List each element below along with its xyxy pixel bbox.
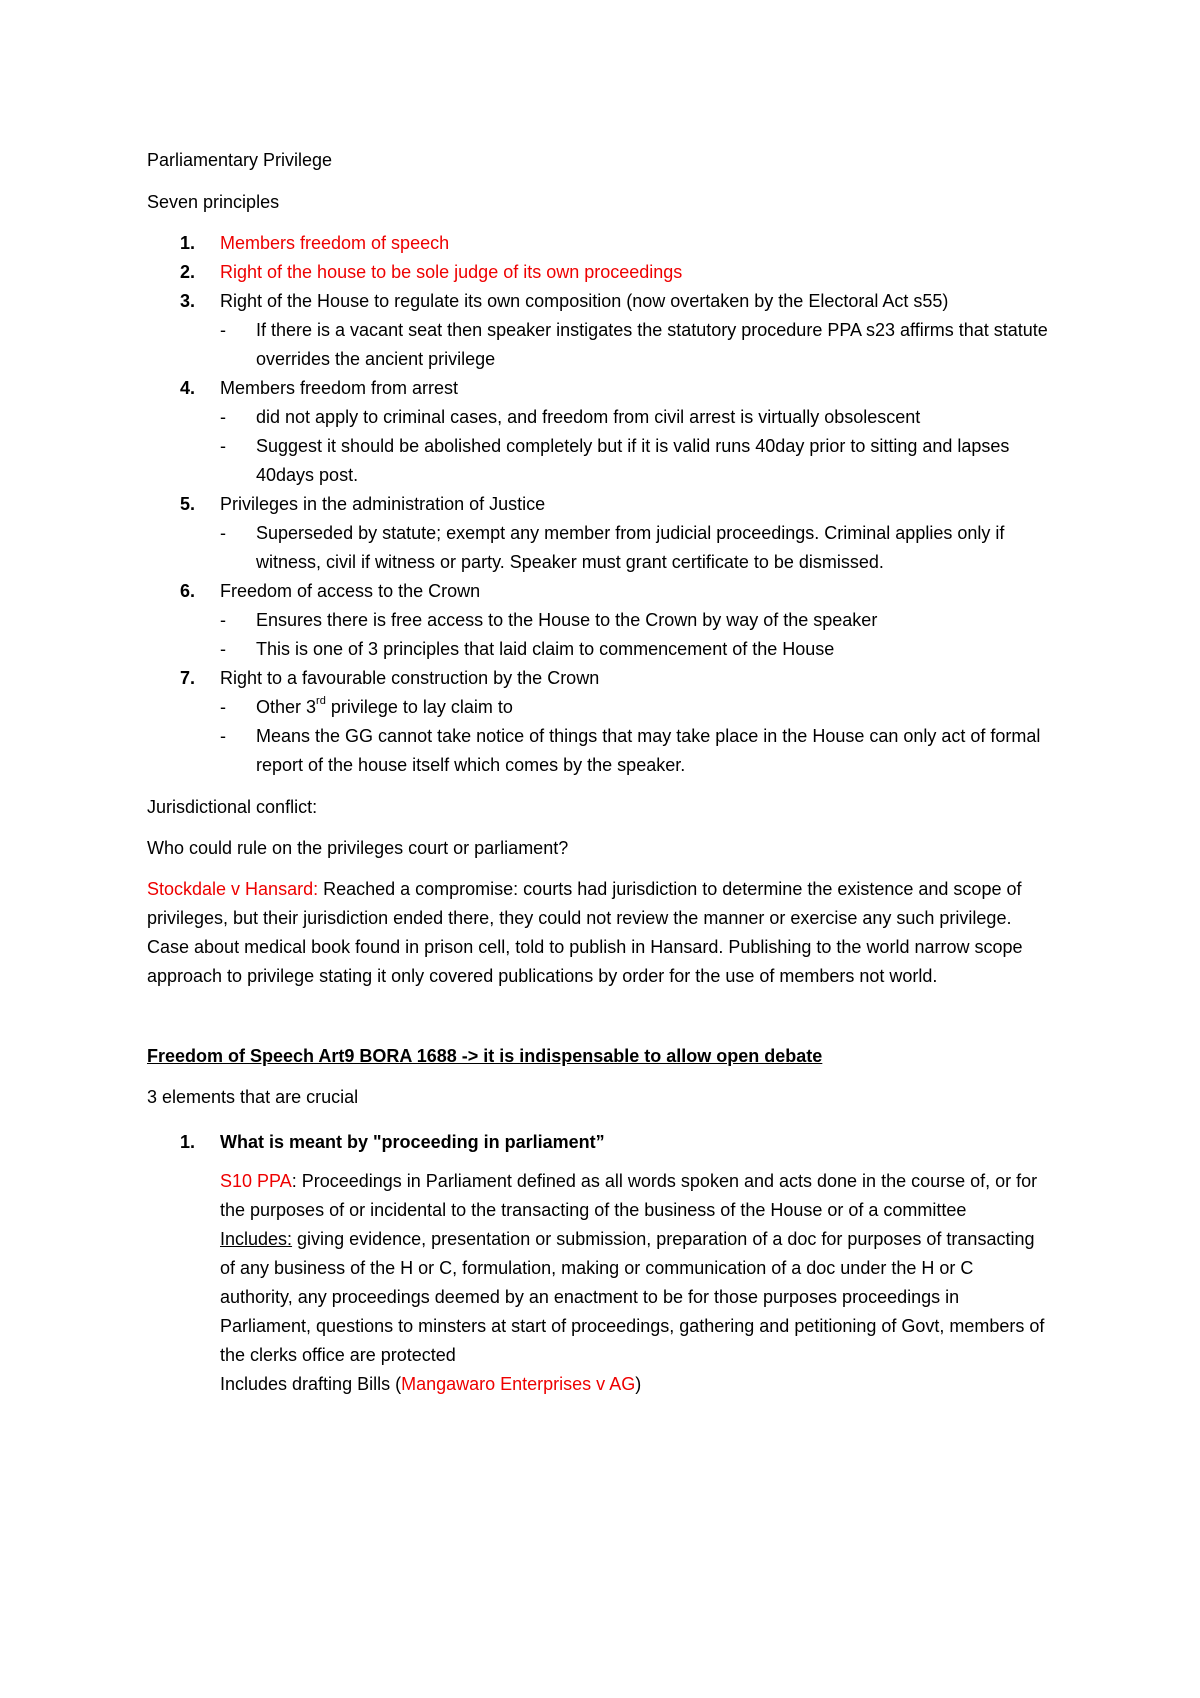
dash-bullet: - — [220, 639, 226, 659]
principle-text: Members freedom from arrest — [220, 378, 459, 398]
stockdale-text: Reached a compromise: courts had jurisdiction to determine the existence and scope of privileges, but their jurisdiction ended there, they could not review the manner or exercise any such privilege. Case about medical book found in prison cell, told to publish in Hansard. Publishing to the world narrow scope approach to privilege stating it only covered publications by order for the use of members not world. — [147, 879, 1023, 986]
principle-item — [147, 374, 1050, 490]
principle-subpoints — [220, 606, 1050, 664]
subpoint-text: Superseded by statute; exempt any member from judicial proceedings. Criminal applies only if witness, civil if witness or party. Speaker must grant certificate to be dismissed. — [256, 523, 1005, 572]
subpoint-item — [220, 316, 1050, 374]
jurisdiction-question: Who could rule on the privileges court or parliament? — [147, 838, 569, 858]
dash-bullet: - — [220, 697, 226, 717]
section-heading-freedom-of-speech: Freedom of Speech Art9 BORA 1688 -> it is indispensable to allow open debate — [147, 1046, 823, 1066]
subpoint-item — [220, 722, 1050, 780]
includes-label: Includes: — [220, 1229, 293, 1249]
dash-bullet: - — [220, 726, 226, 746]
principle-number: 1. — [180, 233, 196, 253]
ordinal-suffix: rd — [316, 695, 326, 707]
principle-number: 7. — [180, 668, 196, 688]
element-item-1 — [147, 1128, 1050, 1157]
element-text: What is meant by "proceeding in parliament” — [220, 1132, 605, 1152]
dash-bullet: - — [220, 610, 226, 630]
dash-bullet: - — [220, 320, 226, 340]
subpoint-text: Ensures there is free access to the House to the Crown by way of the speaker — [256, 610, 878, 630]
principle-text: Right of the house to be sole judge of its own proceedings — [220, 262, 683, 282]
subpoint-item — [220, 606, 1050, 635]
principle-subpoints — [220, 403, 1050, 490]
jurisdictional-heading: Jurisdictional conflict: — [147, 797, 318, 817]
principle-item — [147, 229, 1050, 258]
subpoint-item — [220, 693, 1050, 722]
doc-subtitle: Seven principles — [147, 192, 280, 212]
subpoint-text: Means the GG cannot take notice of things that may take place in the House can only act of formal report of the house itself which comes by the speaker. — [256, 726, 1041, 775]
principles-list — [147, 229, 1050, 780]
subpoint-item — [220, 432, 1050, 490]
principle-subpoints — [220, 519, 1050, 577]
principle-text: Freedom of access to the Crown — [220, 581, 481, 601]
stockdale-paragraph — [147, 875, 1050, 991]
s10-label: S10 PPA — [220, 1171, 292, 1191]
subpoint-item — [220, 519, 1050, 577]
principle-item — [147, 258, 1050, 287]
principle-number: 6. — [180, 581, 196, 601]
case-name-mangawaro: Mangawaro Enterprises v AG — [401, 1374, 636, 1394]
dash-bullet: - — [220, 436, 226, 456]
subpoint-text: did not apply to criminal cases, and freedom from civil arrest is virtually obsolescent — [256, 407, 921, 427]
principle-number: 4. — [180, 378, 196, 398]
principle-item — [147, 287, 1050, 374]
principle-text: Members freedom of speech — [220, 233, 450, 253]
elements-intro: 3 elements that are crucial — [147, 1087, 359, 1107]
doc-title: Parliamentary Privilege — [147, 150, 333, 170]
dash-bullet: - — [220, 407, 226, 427]
principle-subpoints — [220, 693, 1050, 780]
s10-definition-block — [147, 1167, 1050, 1399]
principle-text: Privileges in the administration of Justice — [220, 494, 546, 514]
subpoint-text: If there is a vacant seat then speaker instigates the statutory procedure PPA s23 affirms that statute overrides the ancient privilege — [256, 320, 1048, 369]
drafting-pre: Includes drafting Bills ( — [220, 1374, 402, 1394]
subpoint-text: Suggest it should be abolished completely but if it is valid runs 40day prior to sitting and lapses 40days post. — [256, 436, 1010, 485]
s10-text: : Proceedings in Parliament defined as all words spoken and acts done in the course of, or for the purposes of or incidental to the transacting of the business of the House or of a committee — [220, 1171, 1038, 1220]
principle-item — [147, 577, 1050, 664]
subpoint-text: Other 3 — [256, 697, 317, 717]
subpoint-text: privilege to lay claim to — [325, 697, 513, 717]
subpoint-text: This is one of 3 principles that laid claim to commencement of the House — [256, 639, 835, 659]
subpoint-item — [220, 403, 1050, 432]
subpoint-item — [220, 635, 1050, 664]
includes-text: giving evidence, presentation or submission, preparation of a doc for purposes of transacting of any business of the H or C, formulation, making or communication of a doc under the H or C authority, any proceedings deemed by an enactment to be for those purposes proceedings in Parliament, questions to minsters at start of proceedings, gathering and petitioning of Govt, members of the clerks office are protected — [220, 1229, 1045, 1365]
includes-paragraph — [220, 1225, 1050, 1370]
drafting-post: ) — [635, 1374, 642, 1394]
principle-item — [147, 664, 1050, 780]
principle-number: 5. — [180, 494, 196, 514]
principle-item — [147, 490, 1050, 577]
s10-paragraph — [220, 1167, 1050, 1225]
principle-text: Right to a favourable construction by the Crown — [220, 668, 600, 688]
element-number: 1. — [180, 1132, 196, 1152]
principle-number: 3. — [180, 291, 196, 311]
drafting-paragraph — [220, 1370, 1050, 1399]
dash-bullet: - — [220, 523, 226, 543]
case-name-stockdale: Stockdale v Hansard: — [147, 879, 319, 899]
principle-text: Right of the House to regulate its own composition (now overtaken by the Electoral Act s55) — [220, 291, 949, 311]
principle-number: 2. — [180, 262, 196, 282]
principle-subpoints — [220, 316, 1050, 374]
